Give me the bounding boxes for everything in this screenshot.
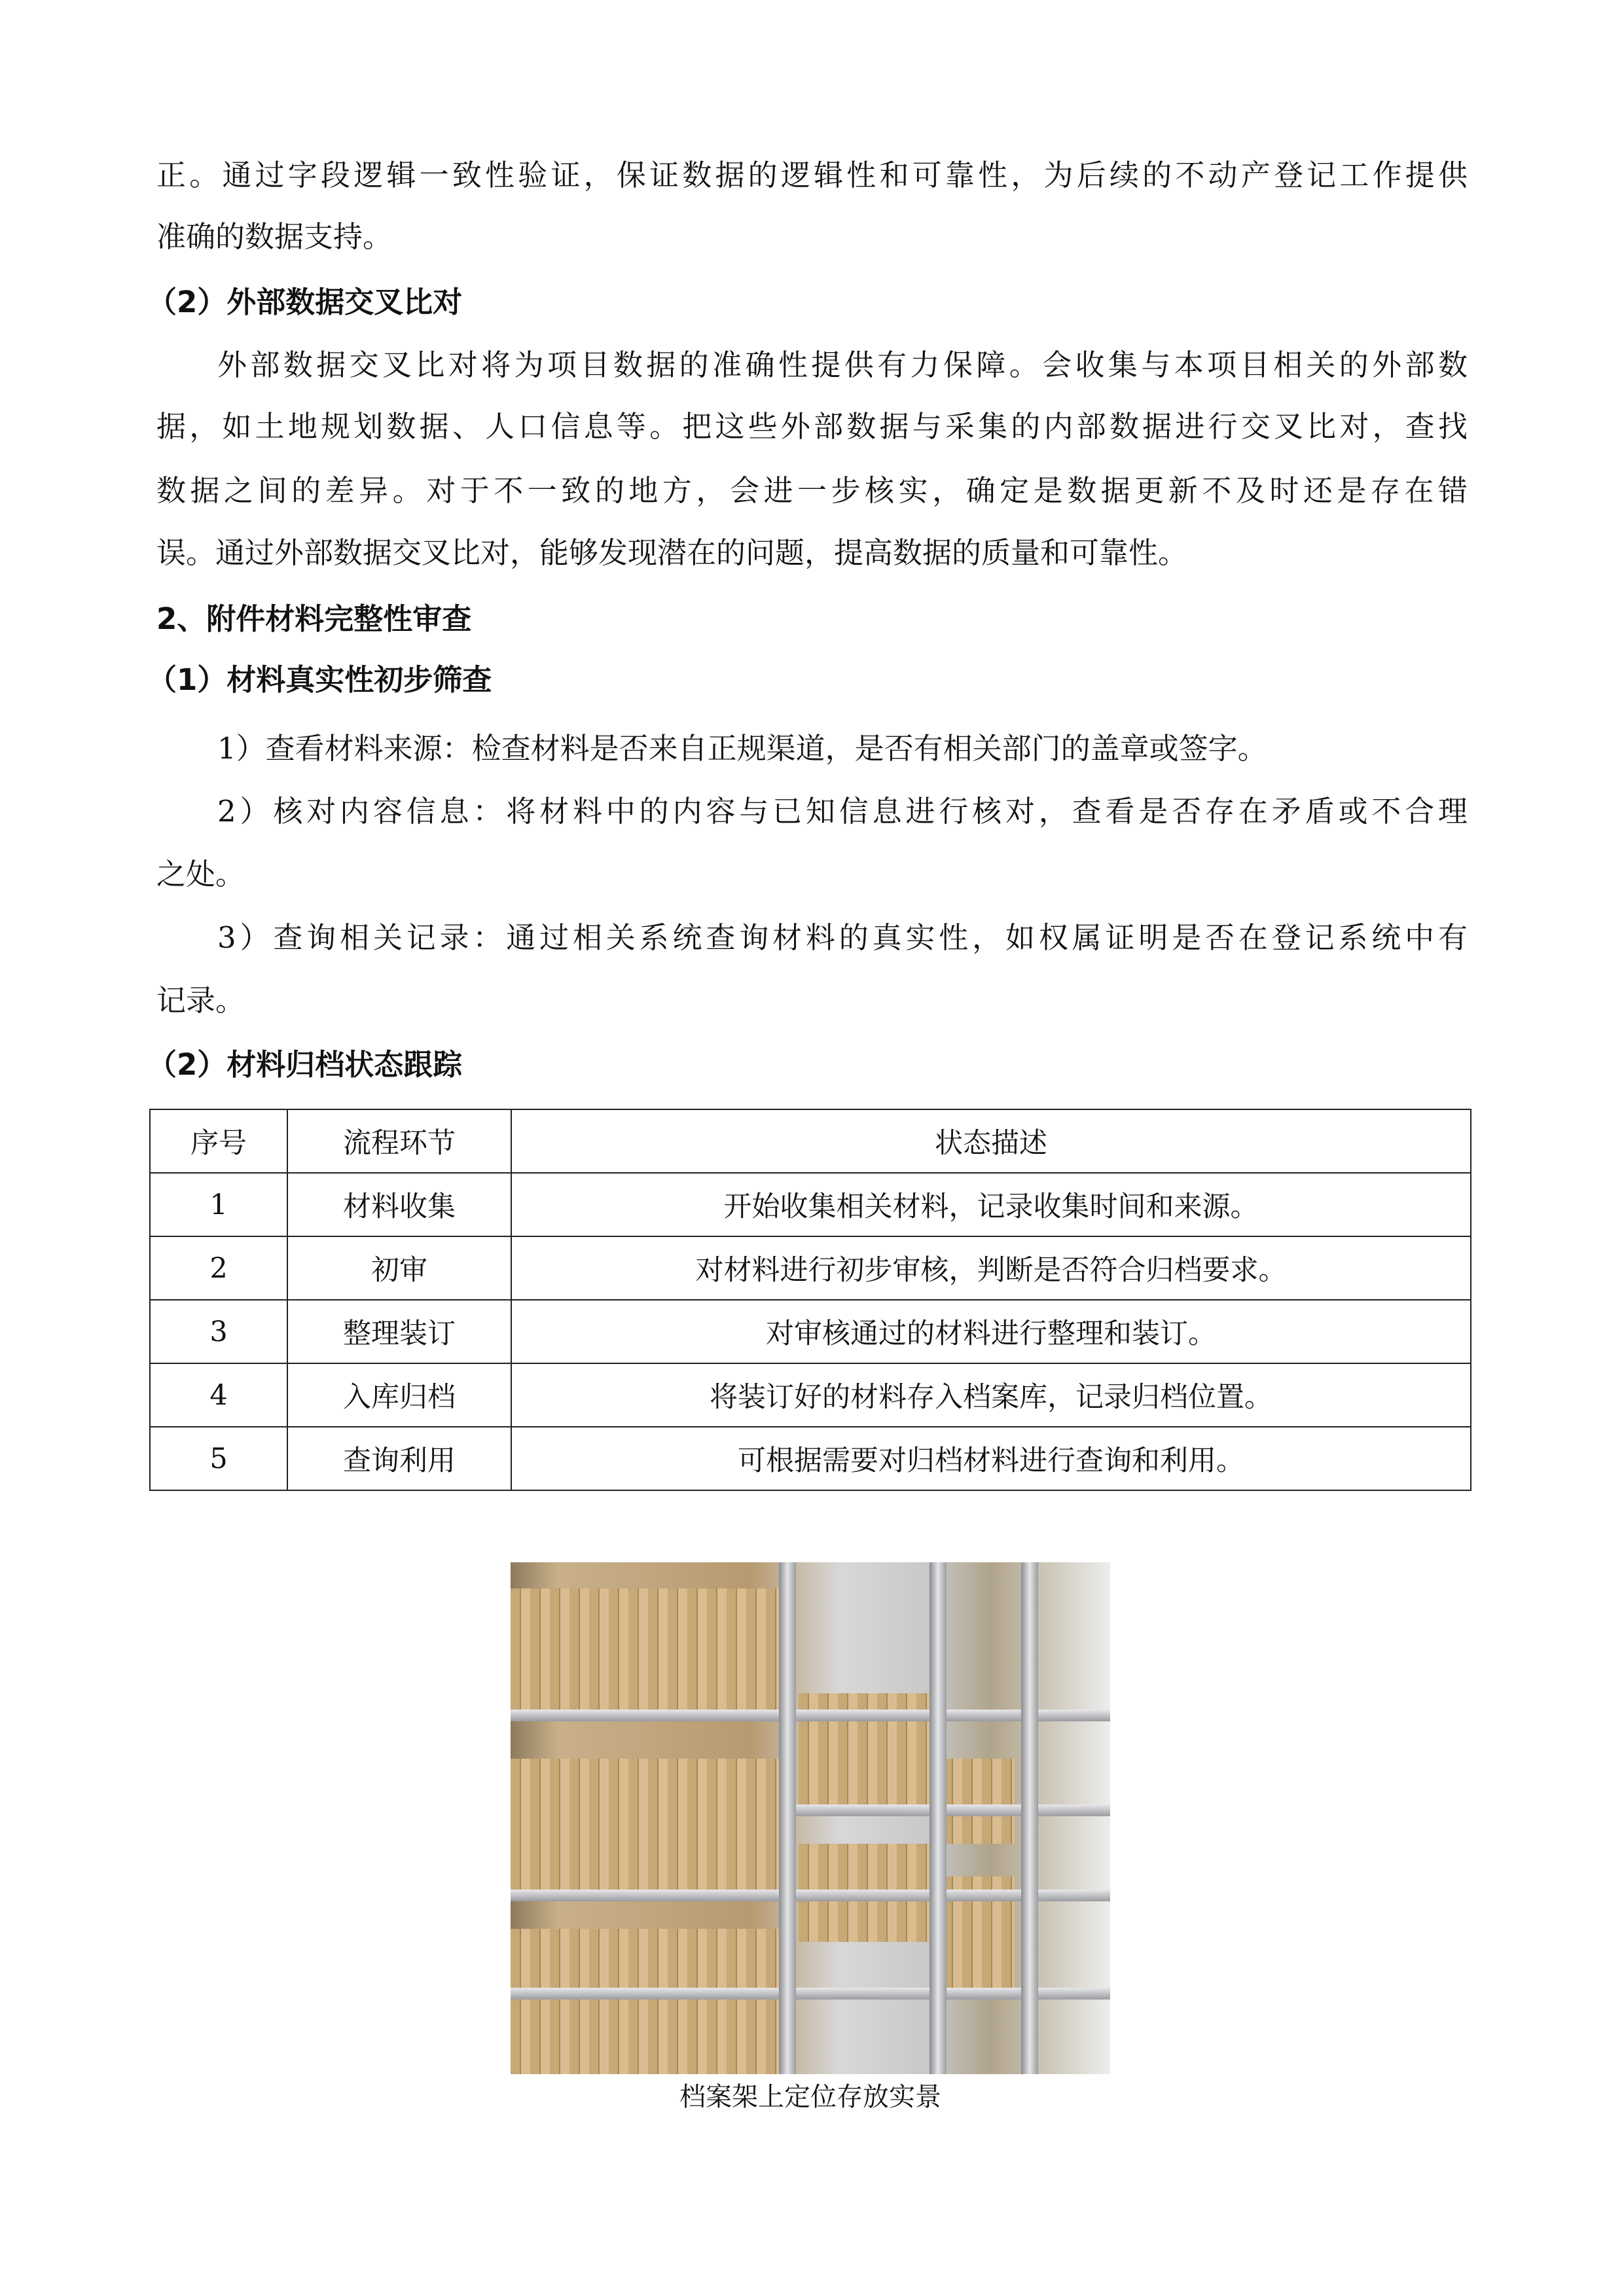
cell-index: 2 <box>150 1236 287 1300</box>
section-heading: 2、附件材料完整性审查 <box>156 601 472 636</box>
cell-description: 将装订好的材料存入档案库，记录归档位置。 <box>511 1363 1471 1427</box>
subheading-external-crosscheck: （2）外部数据交叉比对 <box>147 285 463 319</box>
table-row <box>150 1427 1471 1490</box>
table-header-row <box>150 1109 1471 1173</box>
shelf-board <box>511 1710 1110 1721</box>
paragraph-line: 正。通过字段逻辑一致性验证，保证数据的逻辑性和可靠性，为后续的不动产登记工作提供 <box>156 158 1468 192</box>
cell-index: 5 <box>150 1427 287 1490</box>
paragraph-line: 误。通过外部数据交叉比对，能够发现潜在的问题，提高数据的质量和可靠性。 <box>156 535 1188 570</box>
shelf-board <box>511 1890 1110 1901</box>
archive-shelf-photo <box>511 1562 1110 2074</box>
paragraph-line: 外部数据交叉比对将为项目数据的准确性提供有力保障。会收集与本项目相关的外部数 <box>217 348 1468 382</box>
file-folders <box>943 1759 1015 1844</box>
paragraph-line: 据，如土地规划数据、人口信息等。把这些外部数据与采集的内部数据进行交叉比对，查找 <box>156 409 1468 444</box>
file-folders <box>511 1929 779 2074</box>
cell-description: 对材料进行初步审核，判断是否符合归档要求。 <box>511 1236 1471 1300</box>
cell-index: 3 <box>150 1300 287 1363</box>
list-item: 2）核对内容信息：将材料中的内容与已知信息进行核对，查看是否存在矛盾或不合理 <box>217 794 1468 829</box>
header-cell: 流程环节 <box>287 1109 511 1173</box>
paragraph-line: 准确的数据支持。 <box>156 219 393 254</box>
paragraph-line: 数据之间的差异。对于不一致的地方，会进一步核实，确定是数据更新不及时还是存在错 <box>156 473 1468 508</box>
cell-index: 4 <box>150 1363 287 1427</box>
shelf-post <box>929 1562 947 2074</box>
shelf-post <box>779 1562 796 2074</box>
table-row <box>150 1173 1471 1236</box>
cell-step: 查询利用 <box>287 1427 511 1490</box>
cell-index: 1 <box>150 1173 287 1236</box>
shelf-board <box>511 1988 1110 2000</box>
header-cell: 序号 <box>150 1109 287 1173</box>
list-item: 1）查看材料来源：检查材料是否来自正规渠道，是否有相关部门的盖章或签字。 <box>217 731 1267 766</box>
cell-step: 材料收集 <box>287 1173 511 1236</box>
file-folders <box>511 1759 779 1890</box>
cell-description: 开始收集相关材料，记录收集时间和来源。 <box>511 1173 1471 1236</box>
list-item-continuation: 记录。 <box>156 983 245 1018</box>
list-item: 3）查询相关记录：通过相关系统查询材料的真实性，如权属证明是否在登记系统中有 <box>217 920 1468 955</box>
cell-step: 初审 <box>287 1236 511 1300</box>
table-row <box>150 1363 1471 1427</box>
file-folders <box>511 1588 779 1713</box>
subheading-screening: （1）材料真实性初步筛查 <box>147 662 492 697</box>
shelf-post <box>1021 1562 1038 2074</box>
archive-status-table <box>149 1109 1471 1491</box>
cell-step: 整理装订 <box>287 1300 511 1363</box>
figure-caption: 档案架上定位存放实景 <box>679 2082 941 2112</box>
shelf-board <box>785 1804 1110 1816</box>
list-item-continuation: 之处。 <box>156 857 245 891</box>
subheading-tracking: （2）材料归档状态跟踪 <box>147 1047 463 1082</box>
cell-description: 可根据需要对归档材料进行查询和利用。 <box>511 1427 1471 1490</box>
cell-step: 入库归档 <box>287 1363 511 1427</box>
table-row <box>150 1236 1471 1300</box>
header-cell: 状态描述 <box>511 1109 1471 1173</box>
table-row <box>150 1300 1471 1363</box>
cell-description: 对审核通过的材料进行整理和装订。 <box>511 1300 1471 1363</box>
